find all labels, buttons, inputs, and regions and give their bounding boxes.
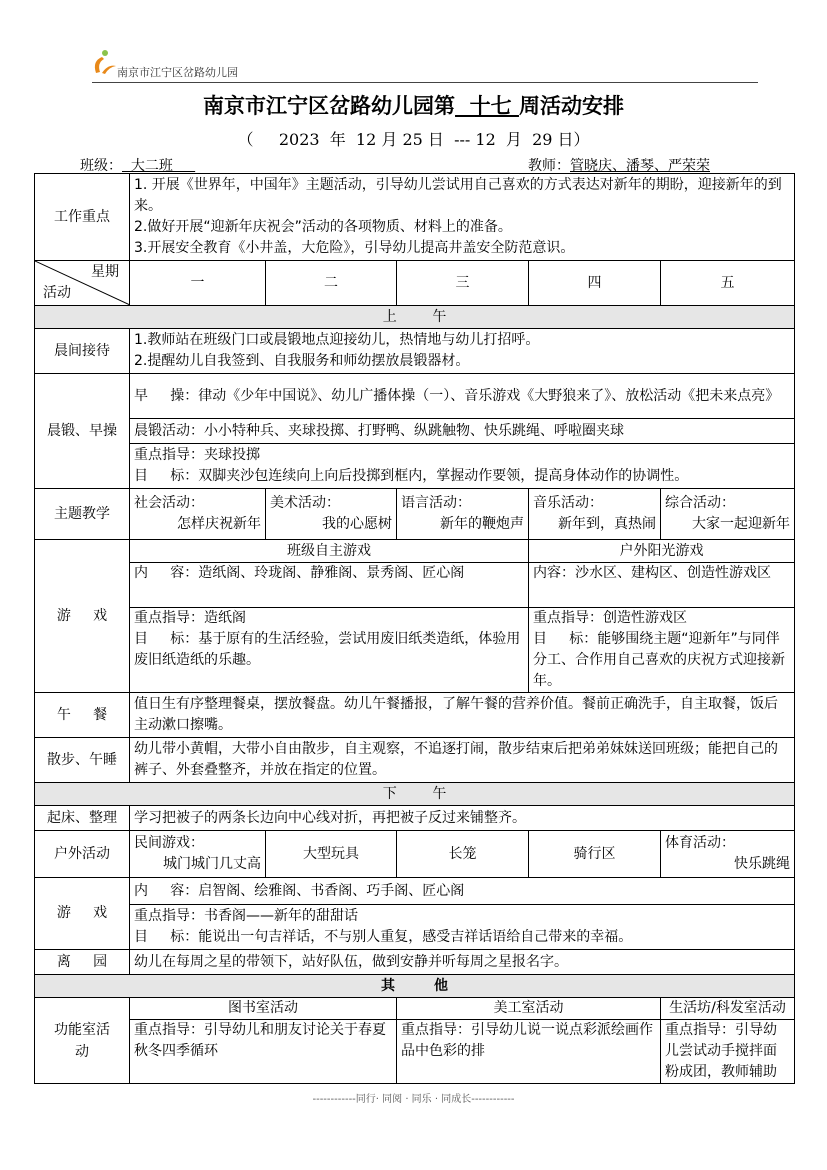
diag-top-label: 星期 <box>91 264 119 280</box>
big-toys: 大型玩具 <box>266 831 397 878</box>
work-focus-row <box>35 174 795 261</box>
leave-label: 离 园 <box>35 950 130 975</box>
greeting-label: 晨间接待 <box>35 329 130 374</box>
theme-row <box>35 489 795 540</box>
week-number: 十七 <box>455 93 519 118</box>
afternoon-section-header: 下 午 <box>35 783 795 806</box>
exercise-row-1 <box>35 374 795 419</box>
art-room-text: 重点指导：引导幼儿说一说点彩派绘画作品中色彩的排 <box>397 1020 661 1084</box>
day-thu: 四 <box>529 261 661 306</box>
day-tue: 二 <box>266 261 397 306</box>
exercise-label: 晨锻、早操 <box>35 374 130 489</box>
art-room-title: 美工室活动 <box>397 998 661 1020</box>
walk-nap-row <box>35 738 795 783</box>
day-fri: 五 <box>661 261 795 306</box>
theme-name: 我的心愿树 <box>322 516 392 532</box>
outdoor-games-content: 内容：沙水区、建构区、创造性游戏区 <box>529 563 795 608</box>
theme-cat: 音乐活动： <box>533 495 603 511</box>
wakeup-text: 学习把被子的两条长边向中心线对折，再把被子反过来铺整齐。 <box>130 806 795 831</box>
class-info: 班级： 大二班 <box>80 158 196 174</box>
walk-nap-label: 散步、午睡 <box>35 738 130 783</box>
life-room-text: 重点指导：引导幼儿尝试动手搅拌面粉成团，教师辅助 <box>661 1020 795 1084</box>
wakeup-row <box>35 806 795 831</box>
theme-cat: 社会活动： <box>134 495 204 511</box>
leave-row <box>35 950 795 975</box>
theme-name: 怎样庆祝新年 <box>177 516 261 532</box>
day-wed: 三 <box>397 261 529 306</box>
class-games-content: 内 容：造纸阁、玲珑阁、静雅阁、景秀阁、匠心阁 <box>130 563 529 608</box>
library-title: 图书室活动 <box>130 998 397 1020</box>
greeting-line: 1.教师站在班级门口或晨锻地点迎接幼儿，热情地与幼儿打招呼。 <box>134 332 540 348</box>
theme-cat: 美术活动： <box>270 495 340 511</box>
theme-name: 新年的鞭炮声 <box>440 516 524 532</box>
exercise-activities: 晨锻活动：小小特种兵、夹球投掷、打野鸭、纵跳触物、快乐跳绳、呼啦圈夹球 <box>130 419 795 444</box>
days-header-row <box>35 261 795 306</box>
greeting-line: 2.提醒幼儿自我签到、自我服务和师幼摆放晨锻器材。 <box>134 353 470 369</box>
games-pm-content: 内 容：启智阁、绘雅阁、书香阁、巧手阁、匠心阁 <box>130 878 795 905</box>
theme-name: 新年到，真热闹 <box>558 516 656 532</box>
teacher-info: 教师：管晓庆、潘琴、严荣荣 <box>528 158 710 174</box>
theme-name: 大家一起迎新年 <box>692 516 791 532</box>
work-focus-line: 1. 开展《世界年，中国年》主题活动，引导幼儿尝试用自己喜欢的方式表达对新年的期盼，迎接新年的到来。 <box>134 177 782 214</box>
class-games-goal: 目 标：基于原有的生活经验，尝试用废旧纸类造纸，体验用废旧纸造纸的乐趣。 <box>134 631 521 668</box>
work-focus-label: 工作重点 <box>35 174 130 261</box>
outdoor-games-focus: 重点指导：创造性游戏区 <box>533 610 687 626</box>
theme-cat: 语言活动： <box>401 495 471 511</box>
lunch-label: 午 餐 <box>35 693 130 738</box>
exercise-focus: 重点指导：夹球投掷 <box>134 447 260 463</box>
life-room-title: 生活坊/科发室活动 <box>661 998 795 1020</box>
morning-exercise: 早 操：律动《少年中国说》、幼儿广播体操（一）、音乐游戏《大野狼来了》、放松活动《把未来点亮》 <box>130 374 795 419</box>
games-am-header-row <box>35 540 795 563</box>
outdoor-games-title: 户外阳光游戏 <box>529 540 795 563</box>
cage: 长笼 <box>397 831 529 878</box>
footer-slogan: ------------同行· 同阅 · 同乐 · 同成长------------ <box>312 1094 515 1105</box>
games-pm-focus: 重点指导：书香阁——新年的甜甜话 <box>134 908 358 924</box>
games-pm-row-1 <box>35 878 795 905</box>
folk-game-name: 城门城门几丈高 <box>163 856 261 872</box>
function-room-header-row <box>35 998 795 1020</box>
kindergarten-logo-icon <box>92 46 118 76</box>
function-room-label: 功能室活动 <box>35 998 130 1084</box>
other-section-header: 其 他 <box>35 975 795 998</box>
diag-bottom-label: 活动 <box>43 285 71 301</box>
wakeup-label: 起床、整理 <box>35 806 130 831</box>
lunch-row <box>35 693 795 738</box>
work-focus-line: 2.做好开展“迎新年庆祝会”活动的各项物质、材料上的准备。 <box>134 219 512 235</box>
teacher-value: 管晓庆、潘琴、严荣荣 <box>570 158 710 174</box>
outdoor-row <box>35 831 795 878</box>
outdoor-games-goal: 目 标：能够围绕主题“迎新年”与同伴分工、合作用自己喜欢的庆祝方式迎接新年。 <box>533 631 785 689</box>
day-mon: 一 <box>130 261 266 306</box>
library-text: 重点指导：引导幼儿和朋友讨论关于春夏秋冬四季循环 <box>130 1020 397 1084</box>
walk-nap-text: 幼儿带小黄帽，大带小自由散步，自主观察，不追逐打闹，散步结束后把弟弟妹妹送回班级；能把自己的裤子、外套叠整齐，并放在指定的位置。 <box>130 738 795 783</box>
class-value: 大二班 <box>122 158 196 174</box>
games-pm-label: 游 戏 <box>35 878 130 950</box>
greeting-row <box>35 329 795 374</box>
class-games-focus: 重点指导：造纸阁 <box>134 610 246 626</box>
exercise-goal: 目 标：双脚夹沙包连续向上向后投掷到框内，掌握动作要领，提高身体动作的协调性。 <box>134 468 689 484</box>
header-divider <box>92 82 758 83</box>
games-am-label: 游 戏 <box>35 540 130 693</box>
schedule-table <box>34 173 795 1084</box>
theme-cat: 综合活动： <box>665 495 735 511</box>
games-pm-goal: 目 标：能说出一句吉祥话，不与别人重复，感受吉祥话语给自己带来的幸福。 <box>134 929 633 945</box>
pe-name: 快乐跳绳 <box>734 856 791 872</box>
class-games-title: 班级自主游戏 <box>130 540 529 563</box>
ride-area: 骑行区 <box>529 831 661 878</box>
diagonal-header-cell <box>35 261 130 306</box>
lunch-text: 值日生有序整理餐桌，摆放餐盘。幼儿午餐播报，了解午餐的营养价值。餐前正确洗手，自主取餐，饭后主动漱口擦嘴。 <box>130 693 795 738</box>
org-name: 南京市江宁区岔路幼儿园 <box>117 66 238 79</box>
work-focus-line: 3.开展安全教育《小井盖，大危险》，引导幼儿提高井盖安全防范意识。 <box>134 240 575 256</box>
page-title: 南京市江宁区岔路幼儿园第 十七 周活动安排 <box>203 93 624 118</box>
theme-label: 主题教学 <box>35 489 130 540</box>
folk-game-cat: 民间游戏： <box>134 835 204 851</box>
leave-text: 幼儿在每周之星的带领下，站好队伍，做到安静并听每周之星报名字。 <box>130 950 795 975</box>
morning-section-header: 上 午 <box>35 306 795 329</box>
pe-cat: 体育活动： <box>665 835 735 851</box>
date-range: （ 2023 年 12 月 25 日 --- 12 月 29 日） <box>237 130 590 149</box>
outdoor-label: 户外活动 <box>35 831 130 878</box>
